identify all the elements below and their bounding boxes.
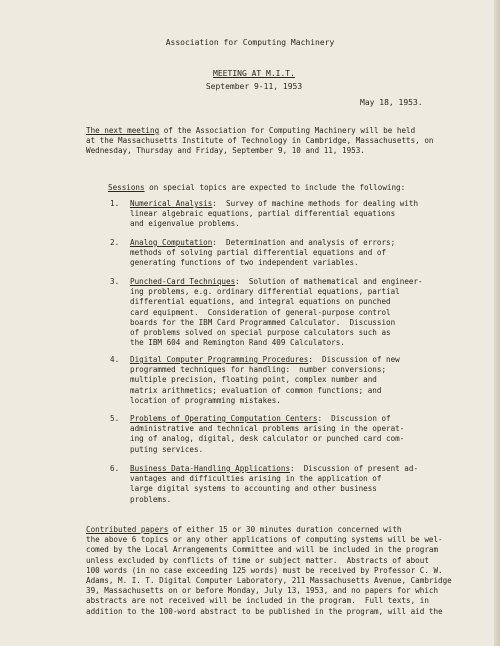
intro-line1-rest: of the Association for Computing Machinery will be held [159,126,416,135]
topic-first-line: : Discussion of new [308,355,400,364]
contributed-body: the above 6 topics or any other applications of computing systems will be wel- comed by the Local Arrangements Committee and will be included in the program unless excluded by conflicts of time or subject matter. Abstracts of about 100 words (in no case exceeding 125 words) must be received by Professor C. W. Adams, M. I. T. Digital Computer Laboratory, 211 Massachusetts Avenue, Cambridge 39, Massachusetts on or before Monday, July 13, 1953, and no papers for which abstracts are not received will be included in the program. Full texts, in addition to the 100-word abstract to be published in the program, will aid the [86,535,452,616]
intro-line2: at the Massachusetts Institute of Technology in Cambridge, Massachusetts, on [86,136,434,146]
topic-number: 2. [110,238,120,247]
sessions-rest: on special topics are expected to include the following: [144,183,406,192]
meeting-dates: September 9-11, 1953 [205,82,303,91]
topic-title: Digital Computer Programming Procedures [130,355,309,364]
topic-title: Punched-Card Techniques [130,277,236,286]
intro-line3: Wednesday, Thursday and Friday, September 9, 10 and 11, 1953. [86,146,365,156]
organization-heading: Association for Computing Machinery [165,38,335,47]
topic-title: Analog Computation [130,238,213,247]
topic-title: Numerical Analysis [130,199,213,208]
sessions-lead: Sessions [108,183,145,192]
contributed-line1-rest: of either 15 or 30 minutes duration concerned with [168,525,402,534]
topic-description: ing problems, e.g. ordinary differential equations, partial differential equations, and integral equations on punched card equipment. Consideration of general-purpose control boards for the IBM Card Programmed Calculator. Discussion of problems solved on special purpose calculators such as the IBM 604 and Remington Rand 409 Calculators. [130,287,400,348]
topic-first-line: : Survey of machine methods for dealing with [212,199,419,208]
topic-body [130,464,418,505]
topic-number: 6. [110,464,120,473]
topic-number: 5. [110,414,120,423]
topic-body [130,277,423,348]
topic-description: methods of solving partial differential equations and of generating functions of two independent variables. [130,248,387,268]
meeting-title [4,69,500,79]
intro-lead: The next meeting [86,126,160,135]
topic-title: Business Data-Handling Applications [130,464,291,473]
contributed-lead: Contributed papers [86,525,169,534]
topic-description: programmed techniques for handling: number conversions; multiple precision, floating point, complex number and matrix arithmetics; evaluation of common functions; and location of programming mistakes. [130,365,387,405]
topic-number: 4. [110,355,120,364]
topic-body [130,355,400,406]
sessions-intro [108,183,405,193]
contributed-papers-paragraph [86,525,452,617]
topic-description: vantages and difficulties arising in the application of large digital systems to accounting and other business problems. [130,474,382,504]
topic-title: Problems of Operating Computation Centers [130,414,318,423]
topic-body [130,238,395,269]
topic-first-line: : Discussion of [317,414,391,423]
topic-first-line: : Solution of mathematical and engineer- [235,277,423,286]
topic-first-line: : Discussion of present ad- [290,464,419,473]
intro-paragraph [86,126,433,157]
topic-body [130,199,418,230]
topic-description: administrative and technical problems arising in the operat- ing of analog, digital, desk calculator or punched card com- puting services. [130,424,405,454]
topic-number: 1. [110,199,120,208]
topic-number: 3. [110,277,120,286]
topic-description: linear algebraic equations, partial differential equations and eigenvalue problems. [130,209,396,229]
meeting-title-text: MEETING AT M.I.T. [213,69,295,78]
letter-date: May 18, 1953. [360,98,423,107]
topic-body [130,414,404,455]
topic-first-line: : Determination and analysis of errors; [212,238,396,247]
